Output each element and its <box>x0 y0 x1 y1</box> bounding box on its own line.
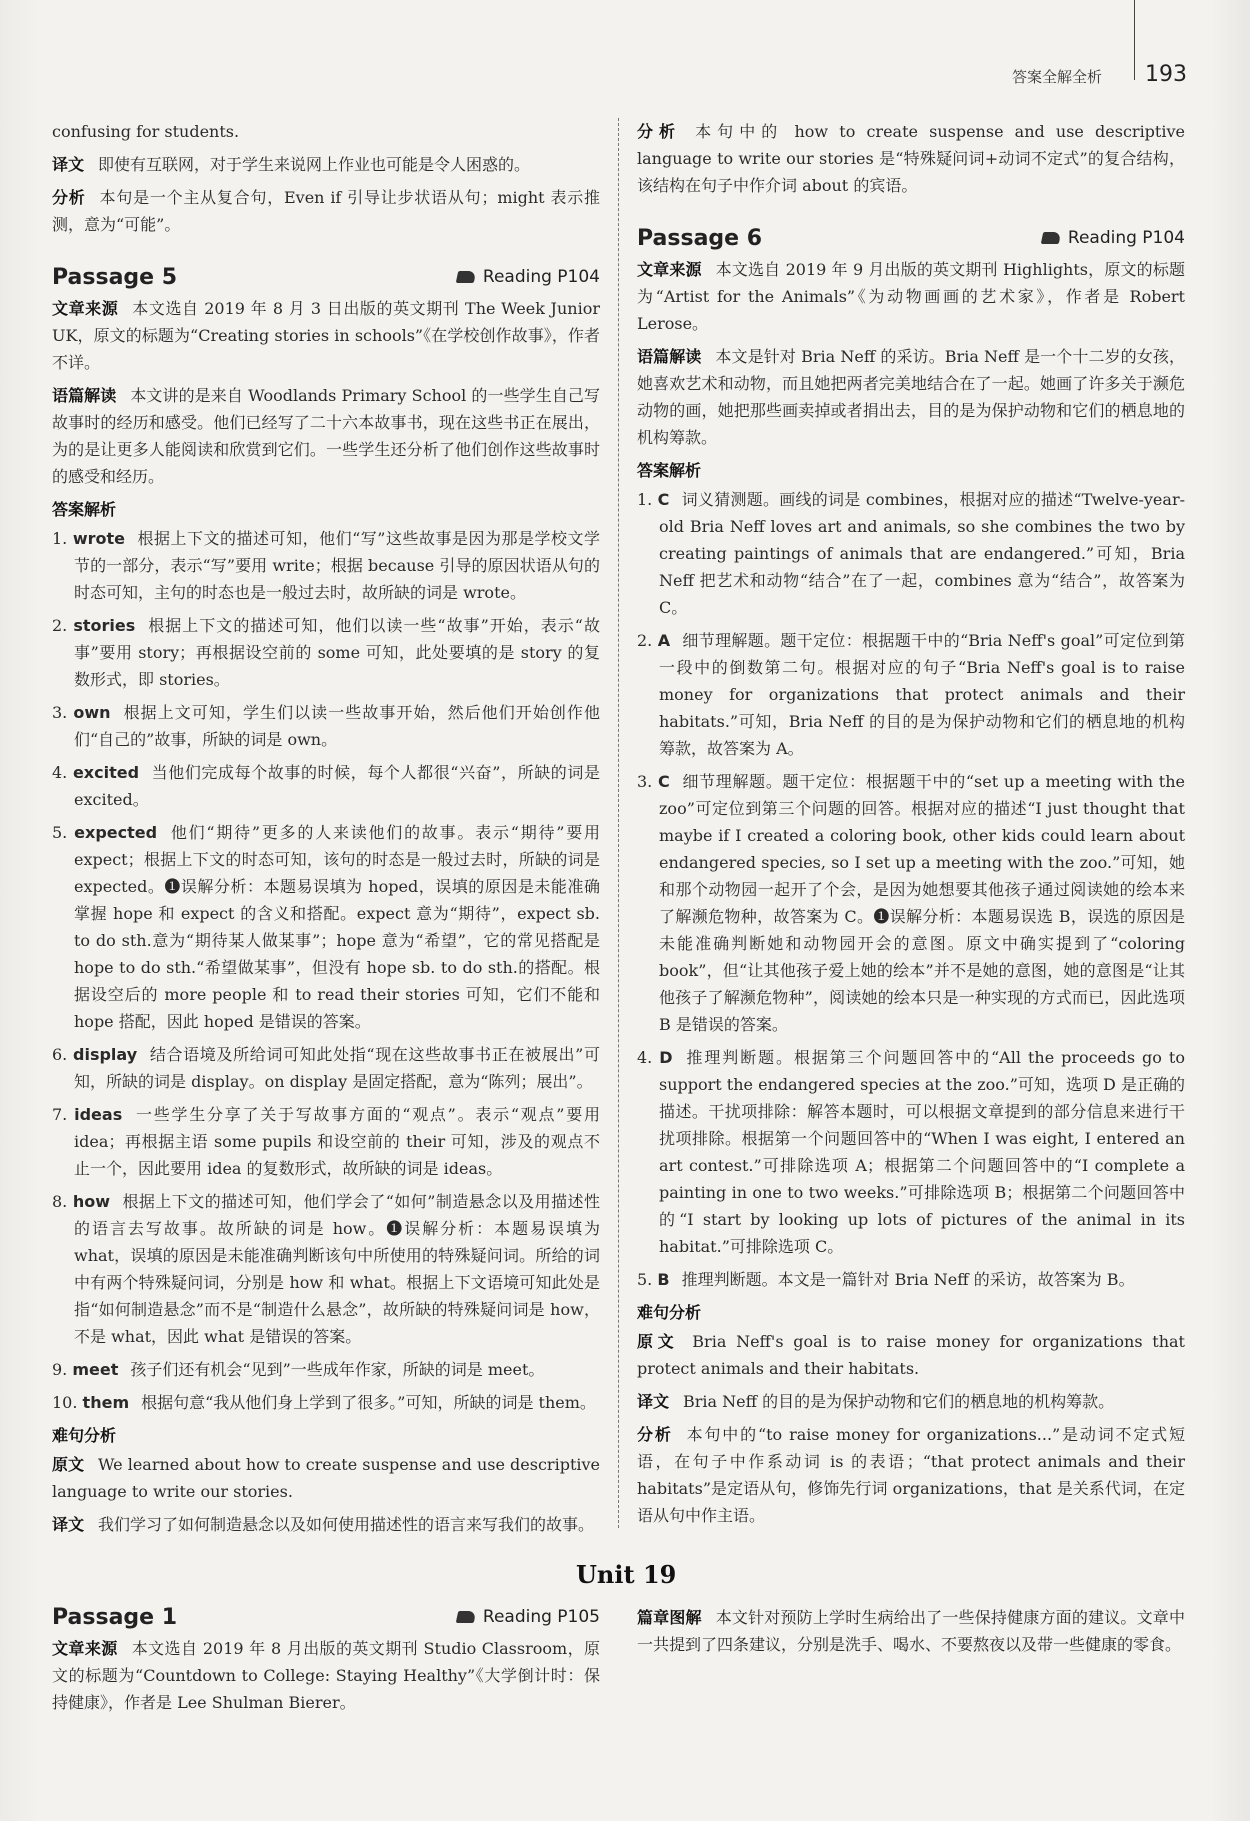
reading-reference: Reading P104 <box>457 264 600 291</box>
reading-intro: 语篇解读 本文讲的是来自 Woodlands Primary School 的一些学生自己写故事时的经历和感受。他们已经写了二十六本故事书，现在这些书正在展出，为的是让更多人能阅读和欣赏到它们。一些学生还分析了他们创作这些故事时的感受和经历。 <box>52 386 600 486</box>
analysis-line: 分析 本句是一个主从复合句，Even if 引导让步状语从句；might 表示推测，意为“可能”。 <box>52 188 600 234</box>
header-rule <box>1134 0 1135 80</box>
answer-item: 1. wrote 根据上下文的描述可知，他们“写”这些故事是因为那是学校文学节的一部分，表示“写”要用 write；根据 because 引导的原因状语从句的时态可知，主句的时态也是一般过去时，故所缺的词是 wrote。 <box>52 529 600 602</box>
left-column <box>52 118 600 1544</box>
reading-intro: 语篇解读 本文是针对 Bria Neff 的采访。Bria Neff 是一个十二岁的女孩，她喜欢艺术和动物，而且她把两者完美地结合在了一起。她画了许多关于濒危动物的画，她把那些画卖掉或者捐出去，目的是为保护动物和它们的栖息地的机构筹款。 <box>637 347 1185 447</box>
answer-item: 7. ideas 一些学生分享了关于写故事方面的“观点”。表示“观点”要用 idea；再根据主语 some pupils 和设空前的 their 可知，涉及的观点不止一个，因此要用 idea 的复数形式，故所缺的词是 ideas。 <box>52 1105 600 1178</box>
unit-title: Unit 19 <box>576 1560 677 1589</box>
answer-item: 3. C 细节理解题。题干定位：根据题干中的“set up a meeting with the zoo”可定位到第三个问题的回答。根据对应的描述“I just thought that maybe if I created a coloring book, other kids could learn about endangered species, so I set up a meeting with the zoo.”可知，她和那个动物园一起开了个会，是因为她想要其他孩子通过阅读她的绘本来了解濒危物种，故答案为 C。❶误解分析：本题易误选 B，误选的原因是未能准确判断她和动物园开会的意图。原文中确实提到了“coloring book”，但“让其他孩子爱上她的绘本”并不是她的意图，她的意图是“让其他孩子了解濒危物种”，阅读她的绘本只是一种实现的方式而已，因此选项 B 是错误的答案。 <box>637 772 1185 1034</box>
translation-sentence: 译文 Bria Neff 的目的是为保护动物和它们的栖息地的机构筹款。 <box>637 1392 1115 1411</box>
header-title: 答案全解全析 <box>1012 68 1103 86</box>
analysis-line: 分析 本句中的 how to create suspense and use descriptive language to write our stories 是“特殊疑问词+动词不定式”的复合结构，该结构在句子中作介词 about 的宾语。 <box>637 122 1185 195</box>
difficult-sentence-heading: 难句分析 <box>637 1303 702 1322</box>
book-icon <box>456 1611 477 1623</box>
passage-title: Passage 5 <box>52 265 178 290</box>
page-number: 193 <box>1145 62 1187 87</box>
passage-1-heading <box>52 1604 600 1631</box>
answer-item: 1. C 词义猜测题。画线的词是 combines，根据对应的描述“Twelve-year-old Bria Neff loves art and animals, so she combines the two by creating paintings of animals that are endangered.”可知，Bria Neff 把艺术和动物“结合”在了一起，combines 意为“结合”，故答案为 C。 <box>637 490 1185 617</box>
article-source: 文章来源 本文选自 2019 年 8 月出版的英文期刊 Studio Classroom，原文的标题为“Countdown to College: Staying Healthy”《大学倒计时：保持健康》，作者是 Lee Shulman Bierer。 <box>52 1639 600 1712</box>
passage-5-heading <box>52 264 600 291</box>
answer-item: 3. own 根据上文可知，学生们以读一些故事开始，然后他们开始创作他们“自己的”故事，所缺的词是 own。 <box>52 703 600 749</box>
column-divider <box>618 118 619 1528</box>
translation-sentence: 译文 我们学习了如何制造悬念以及如何使用描述性的语言来写我们的故事。 <box>52 1515 595 1534</box>
answer-item: 4. excited 当他们完成每个故事的时候，每个人都很“兴奋”，所缺的词是 excited。 <box>52 763 600 809</box>
passage-title: Passage 6 <box>637 226 763 251</box>
article-source: 文章来源 本文选自 2019 年 8 月 3 日出版的英文期刊 The Week Junior UK，原文的标题为“Creating stories in schools”《在学校创作故事》，作者不详。 <box>52 299 600 372</box>
passage-6-heading <box>637 225 1185 252</box>
answer-item: 2. A 细节理解题。题干定位：根据题干中的“Bria Neff's goal”可定位到第一段中的倒数第二句。根据对应的句子“Bria Neff's goal is to raise money for organizations that protect animals and their habitats.”可知，Bria Neff 的目的是为保护动物和它们的栖息地的机构筹款，故答案为 A。 <box>637 631 1185 758</box>
continued-text: confusing for students. <box>52 122 240 141</box>
answer-item: 4. D 推理判断题。根据第三个问题回答中的“All the proceeds go to support the endangered species at the zoo.”可知，选项 D 是正确的描述。干扰项排除：解答本题时，可以根据文章提到的部分信息来进行干扰项排除。根据第一个问题回答中的“When I was eight, I entered an art contest.”可排除选项 A；根据第二个问题回答中的“I complete a painting in one to two weeks.”可排除选项 B；根据第二个问题回答中的“I start by looking up lots of pictures of the animal in its habitat.”可排除选项 C。 <box>637 1048 1185 1256</box>
right-column <box>637 118 1185 1535</box>
reading-reference: Reading P104 <box>1042 225 1185 252</box>
reading-reference: Reading P105 <box>457 1604 600 1631</box>
answer-item: 6. display 结合语境及所给词可知此处指“现在这些故事书正在被展出”可知，所缺的词是 display。on display 是固定搭配，意为“陈列；展出”。 <box>52 1045 600 1091</box>
translation-line: 译文 即使有互联网，对于学生来说网上作业也可能是令人困惑的。 <box>52 155 531 174</box>
difficult-sentence-heading: 难句分析 <box>52 1426 117 1445</box>
answer-item: 10. them 根据句意“我从他们身上学到了很多。”可知，所缺的词是 them。 <box>52 1393 596 1412</box>
original-sentence: 原文 Bria Neff's goal is to raise money for organizations that protect animals and their habitats. <box>637 1332 1185 1378</box>
bottom-right-column <box>637 1604 1185 1664</box>
answer-item: 5. B 推理判断题。本文是一篇针对 Bria Neff 的采访，故答案为 B。 <box>637 1270 1135 1289</box>
analysis-sentence: 分析 本句中的“to raise money for organizations...”是动词不定式短语，在句子中作系动词 is 的表语；“that protect animals and their habitats”是定语从句，修饰先行词 organizations，that 是关系代词，在定语从句中作主语。 <box>637 1425 1185 1525</box>
book-icon <box>456 271 477 283</box>
book-icon <box>1041 232 1062 244</box>
answer-item: 5. expected 他们“期待”更多的人来读他们的故事。表示“期待”要用 expect；根据上下文的时态可知，该句的时态是一般过去时，所缺的词是 expected。❶误解分析：本题易误填为 hoped，误填的原因是未能准确掌握 hope 和 expect 的含义和搭配。expect 意为“期待”，expect sb. to do sth.意为“期待某人做某事”；hope 意为“希望”，它的常见搭配是 hope to do sth.“希望做某事”，但没有 hope sb. to do sth.的搭配。根据设空后的 more people 和 to read their stories 可知，它们不能和 hope 搭配，因此 hoped 是错误的答案。 <box>52 823 600 1031</box>
chapter-diagram: 篇章图解 本文针对预防上学时生病给出了一些保持健康方面的建议。文章中一共提到了四条建议，分别是洗手、喝水、不要熬夜以及带一些健康的零食。 <box>637 1608 1185 1654</box>
original-sentence: 原文 We learned about how to create suspense and use descriptive language to write our stories. <box>52 1455 600 1501</box>
answers-heading: 答案解析 <box>637 461 702 480</box>
answer-item: 9. meet 孩子们还有机会“见到”一些成年作家，所缺的词是 meet。 <box>52 1360 545 1379</box>
bottom-left-column <box>52 1604 600 1722</box>
answers-heading: 答案解析 <box>52 500 117 519</box>
answer-item: 2. stories 根据上下文的描述可知，他们以读一些“故事”开始，表示“故事”要用 story；再根据设空前的 some 可知，此处要填的是 story 的复数形式，即 stories。 <box>52 616 600 689</box>
answer-item: 8. how 根据上下文的描述可知，他们学会了“如何”制造悬念以及用描述性的语言去写故事。故所缺的词是 how。❶误解分析：本题易误填为 what，误填的原因是未能准确判断该句中所使用的特殊疑问词。所给的词中有两个特殊疑问词，分别是 how 和 what。根据上下文语境可知此处是指“如何制造悬念”而不是“制造什么悬念”，故所缺的特殊疑问词是 how，不是 what，因此 what 是错误的答案。 <box>52 1192 600 1346</box>
passage-title: Passage 1 <box>52 1605 178 1630</box>
article-source: 文章来源 本文选自 2019 年 9 月出版的英文期刊 Highlights，原文的标题为“Artist for the Animals”《为动物画画的艺术家》，作者是 Robert Lerose。 <box>637 260 1185 333</box>
